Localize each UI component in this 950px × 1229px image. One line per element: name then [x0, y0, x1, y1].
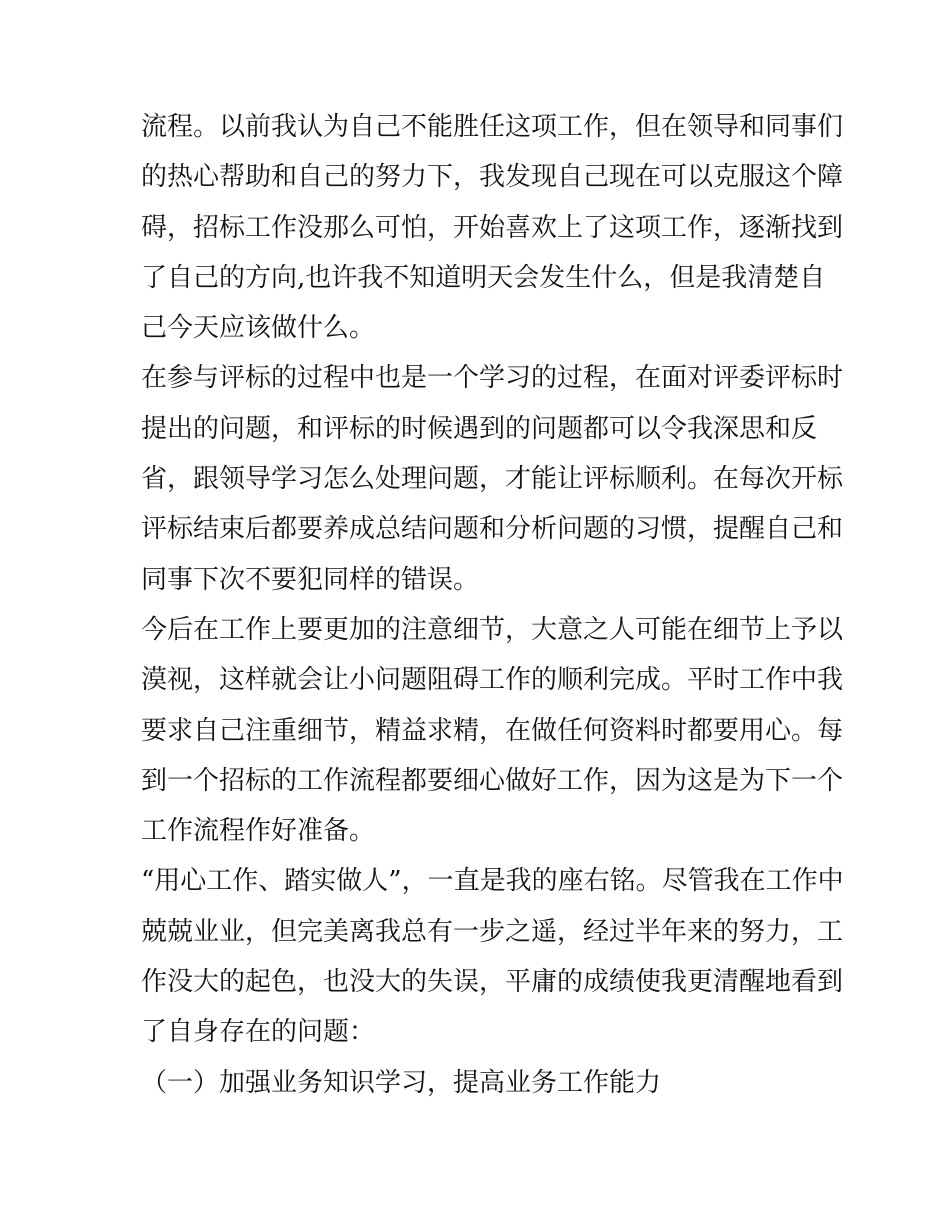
paragraph-2	[141, 353, 844, 604]
text-line: 到一个招标的工作流程都要细心做好工作，因为这是为下一个	[141, 765, 844, 796]
text-line: 了自身存在的问题：	[141, 1017, 376, 1048]
text-line: 碍，招标工作没那么可怕，开始喜欢上了这项工作，逐渐找到	[141, 212, 844, 243]
text-line: 工作流程作好准备。	[141, 816, 376, 847]
text-line: “用心工作、踏实做人”，一直是我的座右铭。尽管我在工作中	[141, 866, 844, 897]
text-line: 兢兢业业，但完美离我总有一步之遥，经过半年来的努力，工	[141, 916, 844, 947]
text-line: 漠视，这样就会让小问题阻碍工作的顺利完成。平时工作中我	[141, 665, 844, 696]
text-line: 提出的问题，和评标的时候遇到的问题都可以令我深思和反	[141, 413, 818, 444]
text-line: 在参与评标的过程中也是一个学习的过程，在面对评委评标时	[141, 363, 844, 394]
text-line: 同事下次不要犯同样的错误。	[141, 564, 480, 595]
text-line: 了自己的方向,也许我不知道明天会发生什么，但是我清楚自	[141, 262, 826, 293]
section-heading: （一）加强业务知识学习，提高业务工作能力	[141, 1067, 662, 1098]
paragraph-4	[141, 856, 844, 1057]
text-line: 今后在工作上要更加的注意细节，大意之人可能在细节上予以	[141, 614, 844, 645]
text-line: 评标结束后都要养成总结问题和分析问题的习惯，提醒自己和	[141, 514, 844, 545]
document-body	[141, 102, 844, 1108]
text-line: 要求自己注重细节，精益求精，在做任何资料时都要用心。每	[141, 715, 844, 746]
text-line: 的热心帮助和自己的努力下，我发现自己现在可以克服这个障	[141, 162, 844, 193]
text-line: 作没大的起色，也没大的失误，平庸的成绩使我更清醒地看到	[141, 967, 844, 998]
paragraph-3	[141, 605, 844, 856]
paragraph-1	[141, 102, 844, 353]
text-line: 省，跟领导学习怎么处理问题，才能让评标顺利。在每次开标	[141, 464, 844, 495]
text-line: 流程。以前我认为自己不能胜任这项工作，但在领导和同事们	[141, 112, 844, 142]
text-line: 己今天应该做什么。	[141, 313, 376, 344]
